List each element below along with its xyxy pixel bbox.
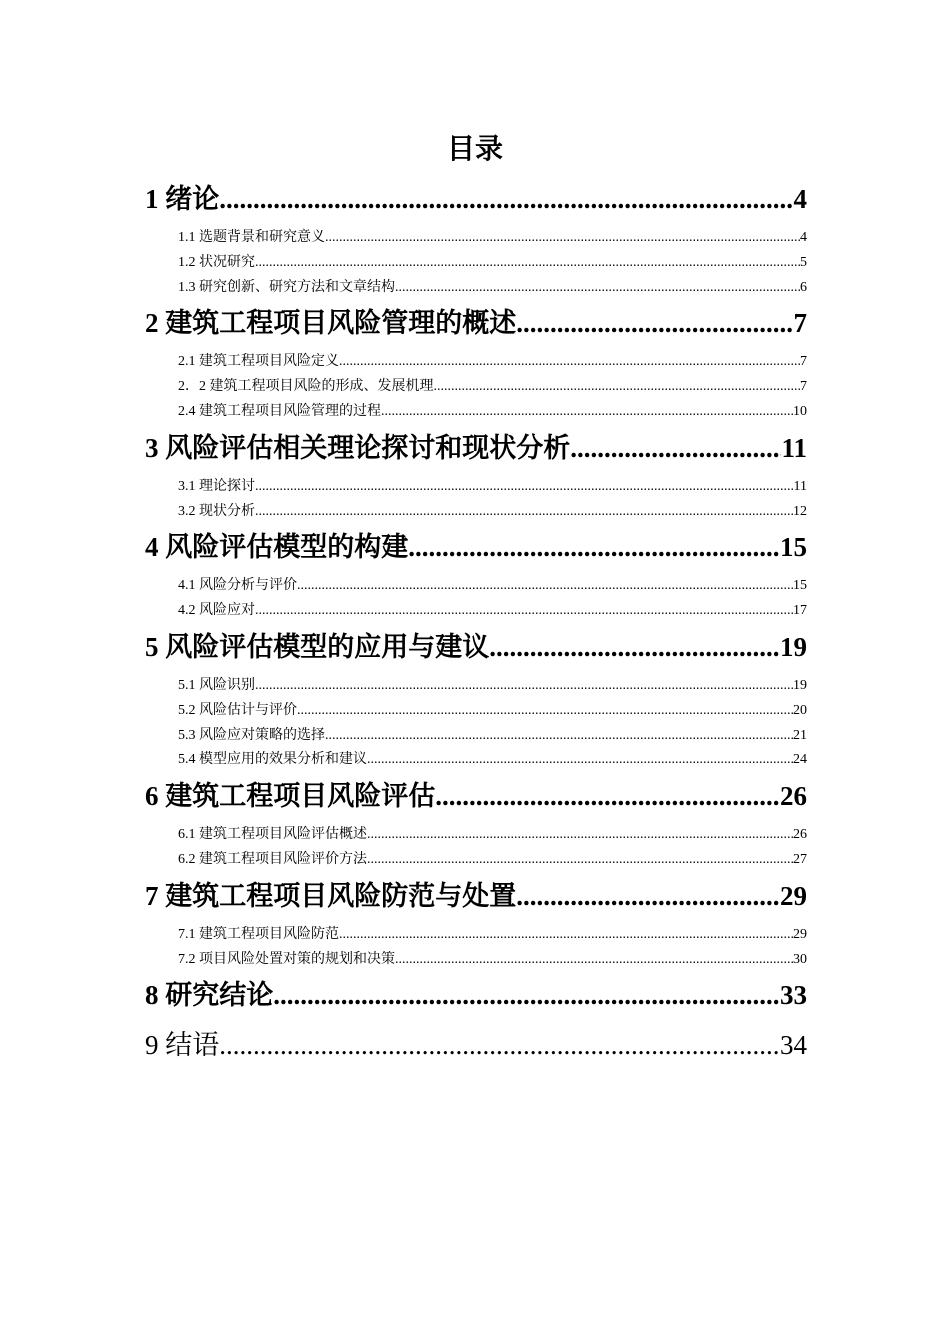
dot-leader bbox=[434, 375, 801, 400]
dot-leader bbox=[273, 972, 780, 1018]
section-title: 7.1 建筑工程项目风险防范 bbox=[178, 926, 339, 942]
chapter-title: 6 建筑工程项目风险评估 bbox=[145, 781, 436, 812]
dot-leader bbox=[435, 773, 780, 819]
dot-leader bbox=[489, 624, 780, 670]
dot-leader bbox=[255, 674, 793, 699]
dot-leader bbox=[255, 599, 793, 624]
toc-chapter-4[interactable] bbox=[145, 524, 807, 574]
page-number: 12 bbox=[793, 503, 807, 519]
section-title: 5.4 模型应用的效果分析和建议 bbox=[178, 752, 367, 768]
toc-section-3-1[interactable] bbox=[145, 475, 807, 500]
dot-leader bbox=[408, 524, 780, 570]
dot-leader bbox=[367, 748, 793, 773]
chapter-title: 1 绪论 bbox=[145, 184, 220, 214]
toc-section-1-2[interactable] bbox=[145, 251, 807, 276]
page-number: 27 bbox=[793, 851, 807, 867]
page-number: 33 bbox=[780, 980, 807, 1011]
page-number: 34 bbox=[780, 1030, 807, 1061]
chapter-title: 7 建筑工程项目风险防范与处置 bbox=[145, 880, 517, 911]
dot-leader bbox=[255, 500, 793, 525]
dot-leader bbox=[516, 300, 793, 346]
chapter-title: 5 风险评估模型的应用与建议 bbox=[145, 631, 490, 662]
dot-leader bbox=[219, 176, 793, 222]
section-title: 5.1 风险识别 bbox=[178, 677, 255, 693]
table-of-contents bbox=[145, 176, 807, 1072]
section-title: 2.4 建筑工程项目风险管理的过程 bbox=[178, 403, 381, 419]
toc-section-7-1[interactable] bbox=[145, 923, 807, 948]
section-title: 1.3 研究创新、研究方法和文章结构 bbox=[178, 279, 395, 295]
page-number: 26 bbox=[780, 781, 807, 812]
page-number: 21 bbox=[793, 727, 807, 743]
chapter-title: 9 结语 bbox=[145, 1030, 220, 1061]
section-title: 4.1 风险分析与评价 bbox=[178, 578, 297, 594]
page-number: 4 bbox=[793, 184, 807, 214]
toc-chapter-7[interactable] bbox=[145, 873, 807, 923]
page-number: 20 bbox=[793, 702, 807, 718]
toc-chapter-3[interactable] bbox=[145, 425, 807, 475]
dot-leader bbox=[395, 276, 800, 301]
dot-leader bbox=[395, 948, 793, 973]
dot-leader bbox=[325, 226, 800, 251]
page-number: 11 bbox=[793, 478, 807, 494]
toc-chapter-6[interactable] bbox=[145, 773, 807, 823]
section-title: 7.2 项目风险处置对策的规划和决策 bbox=[178, 951, 395, 967]
toc-section-3-2[interactable] bbox=[145, 500, 807, 525]
section-title: 5.2 风险估计与评价 bbox=[178, 702, 297, 718]
toc-section-5-3[interactable] bbox=[145, 724, 807, 749]
section-title: 4.2 风险应对 bbox=[178, 603, 255, 619]
page-number: 26 bbox=[793, 827, 807, 843]
page-number: 10 bbox=[793, 403, 807, 419]
page-number: 7 bbox=[793, 308, 807, 339]
dot-leader bbox=[325, 724, 793, 749]
page-number: 6 bbox=[800, 279, 807, 295]
dot-leader bbox=[367, 823, 793, 848]
toc-chapter-1[interactable] bbox=[145, 176, 807, 226]
toc-chapter-2[interactable] bbox=[145, 300, 807, 350]
toc-section-1-3[interactable] bbox=[145, 276, 807, 301]
toc-section-1-1[interactable] bbox=[145, 226, 807, 251]
dot-leader bbox=[367, 848, 793, 873]
toc-chapter-9[interactable] bbox=[145, 1022, 807, 1072]
toc-section-6-1[interactable] bbox=[145, 823, 807, 848]
page-number: 7 bbox=[800, 354, 807, 370]
page-number: 29 bbox=[780, 880, 807, 911]
dot-leader bbox=[297, 699, 793, 724]
page-number: 30 bbox=[793, 951, 807, 967]
section-title: 2．2 建筑工程项目风险的形成、发展机理 bbox=[178, 379, 434, 395]
dot-leader bbox=[219, 1022, 780, 1068]
chapter-title: 3 风险评估相关理论探讨和现状分析 bbox=[145, 432, 571, 463]
dot-leader bbox=[570, 425, 781, 471]
toc-section-2-1[interactable] bbox=[145, 350, 807, 375]
section-title: 2.1 建筑工程项目风险定义 bbox=[178, 354, 339, 370]
dot-leader bbox=[255, 475, 794, 500]
section-title: 3.1 理论探讨 bbox=[178, 478, 255, 494]
chapter-title: 4 风险评估模型的构建 bbox=[145, 532, 409, 563]
section-title: 6.2 建筑工程项目风险评价方法 bbox=[178, 851, 367, 867]
chapter-title: 2 建筑工程项目风险管理的概述 bbox=[145, 308, 517, 339]
toc-section-7-2[interactable] bbox=[145, 948, 807, 973]
page-number: 15 bbox=[793, 578, 807, 594]
section-title: 1.2 状况研究 bbox=[178, 254, 255, 270]
dot-leader bbox=[297, 574, 793, 599]
page-number: 19 bbox=[793, 677, 807, 693]
chapter-title: 8 研究结论 bbox=[145, 980, 274, 1011]
dot-leader bbox=[339, 350, 800, 375]
toc-section-6-2[interactable] bbox=[145, 848, 807, 873]
dot-leader bbox=[255, 251, 800, 276]
dot-leader bbox=[516, 873, 780, 919]
section-title: 3.2 现状分析 bbox=[178, 503, 255, 519]
page-number: 11 bbox=[781, 432, 807, 463]
toc-title: 目录 bbox=[446, 134, 503, 165]
section-title: 5.3 风险应对策略的选择 bbox=[178, 727, 325, 743]
toc-section-2-2[interactable] bbox=[145, 375, 807, 400]
page-number: 4 bbox=[800, 230, 807, 245]
section-title: 1.1 选题背景和研究意义 bbox=[178, 230, 325, 245]
toc-section-5-1[interactable] bbox=[145, 674, 807, 699]
toc-section-4-2[interactable] bbox=[145, 599, 807, 624]
toc-section-5-4[interactable] bbox=[145, 748, 807, 773]
toc-section-5-2[interactable] bbox=[145, 699, 807, 724]
toc-chapter-5[interactable] bbox=[145, 624, 807, 674]
page-number: 29 bbox=[793, 926, 807, 942]
page-number: 7 bbox=[800, 379, 807, 395]
toc-section-4-1[interactable] bbox=[145, 574, 807, 599]
dot-leader bbox=[381, 400, 793, 425]
section-title: 6.1 建筑工程项目风险评估概述 bbox=[178, 827, 367, 843]
page-number: 5 bbox=[800, 254, 807, 270]
page-number: 24 bbox=[793, 752, 807, 768]
toc-section-2-4[interactable] bbox=[145, 400, 807, 425]
page-number: 19 bbox=[780, 631, 807, 662]
page-number: 15 bbox=[780, 532, 807, 563]
page-number: 17 bbox=[793, 603, 807, 619]
toc-chapter-8[interactable] bbox=[145, 972, 807, 1022]
dot-leader bbox=[339, 923, 793, 948]
